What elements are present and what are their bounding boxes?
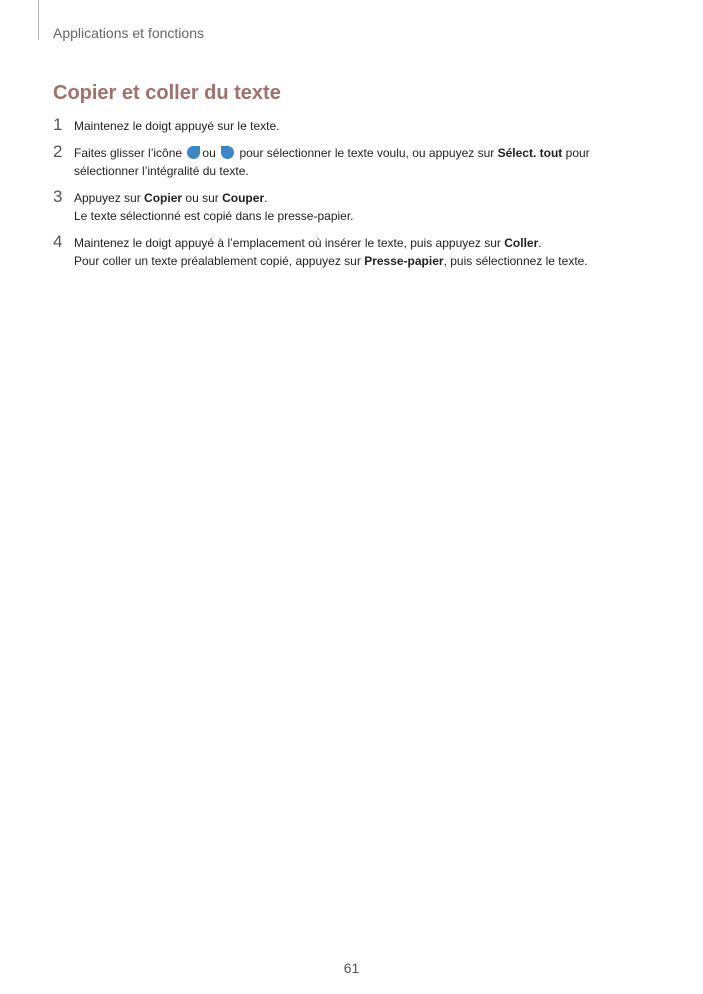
ui-term-clipboard: Presse-papier xyxy=(364,254,444,268)
step-text-segment: Maintenez le doigt appuyé à l’emplacement où insérer le texte, puis appuyez sur xyxy=(74,236,501,250)
step-text xyxy=(74,252,633,270)
step-number: 4 xyxy=(53,232,63,251)
step-4 xyxy=(53,234,633,270)
ui-term-select-all: Sélect. tout xyxy=(497,146,563,160)
step-text-segment: Le texte sélectionné est copié dans le presse-papier. xyxy=(74,209,354,223)
step-text-segment: ou xyxy=(202,146,216,160)
step-text xyxy=(74,189,633,207)
ui-term-paste: Coller xyxy=(504,236,539,250)
margin-rule xyxy=(38,0,39,40)
step-2 xyxy=(53,144,633,180)
step-text-segment: . xyxy=(264,191,268,205)
steps-list xyxy=(53,117,633,279)
text-handle-left-icon xyxy=(187,146,200,159)
step-text-segment: ou sur xyxy=(185,191,219,205)
step-text-segment: Appuyez sur xyxy=(74,191,141,205)
step-number: 1 xyxy=(53,115,63,134)
step-number: 2 xyxy=(53,142,63,161)
step-text-segment: Maintenez le doigt appuyé sur le texte. xyxy=(74,119,280,133)
section-title: Copier et coller du texte xyxy=(53,82,281,104)
step-1 xyxy=(53,117,633,135)
ui-term-cut: Couper xyxy=(222,191,265,205)
step-text xyxy=(74,144,633,162)
step-text-segment: . xyxy=(538,236,542,250)
step-3 xyxy=(53,189,633,225)
page-number: 61 xyxy=(343,960,360,976)
step-text-segment: pour sélectionner le texte voulu, ou appuyez sur xyxy=(239,146,495,160)
step-number: 3 xyxy=(53,187,63,206)
step-text-segment: Faites glisser l’icône xyxy=(74,146,183,160)
ui-term-copy: Copier xyxy=(144,191,183,205)
step-text xyxy=(74,207,633,225)
step-text-segment: Pour coller un texte préalablement copié, appuyez sur xyxy=(74,254,361,268)
step-text xyxy=(74,117,633,135)
step-text-segment: pour xyxy=(565,146,590,160)
step-text-segment: sélectionner l’intégralité du texte. xyxy=(74,164,249,178)
text-handle-right-icon xyxy=(221,146,234,159)
step-text-segment: , puis sélectionnez le texte. xyxy=(443,254,588,268)
step-text xyxy=(74,162,633,180)
step-text xyxy=(74,234,633,252)
running-header: Applications et fonctions xyxy=(53,25,204,41)
